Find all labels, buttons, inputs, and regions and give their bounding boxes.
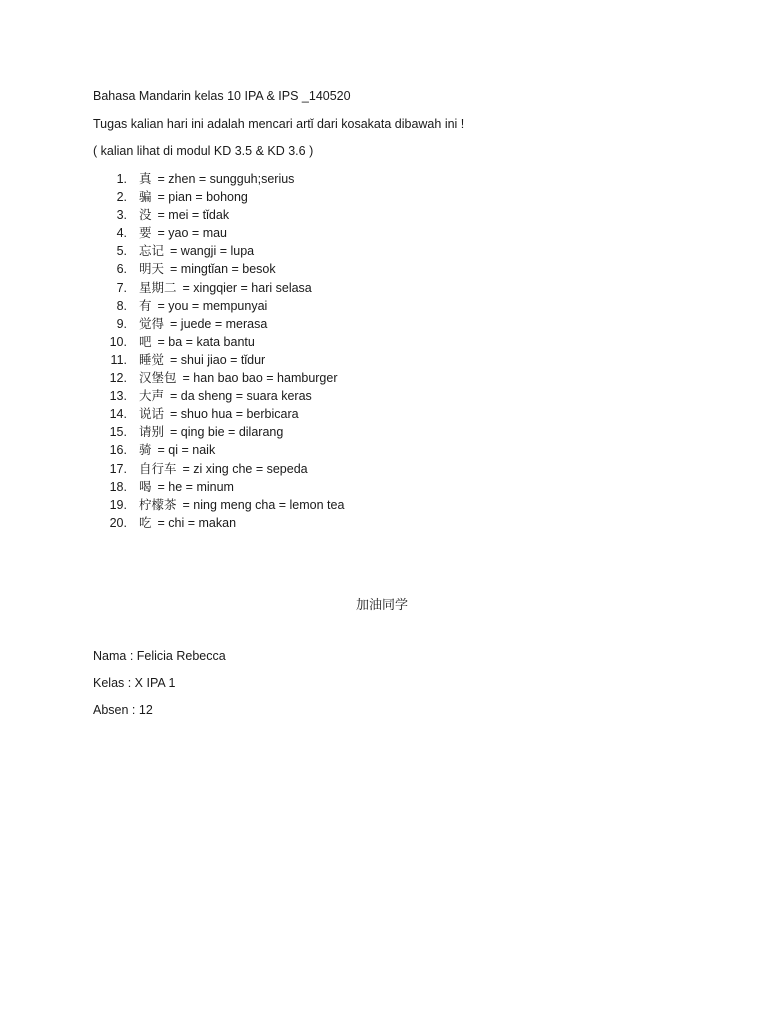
vocab-number: 17. [109,461,127,476]
vocab-item [93,496,344,514]
student-class: Kelas : X IPA 1 [93,676,176,690]
vocab-meaning: = qi = naik [157,443,216,458]
vocab-item [93,188,344,206]
vocab-item [93,260,344,278]
vocab-meaning: = xingqier = hari selasa [182,280,312,295]
vocab-meaning: = han bao bao = hamburger [182,371,338,386]
vocab-item [93,369,344,387]
vocab-number: 14. [109,407,127,422]
note-text: ( kalian lihat di modul KD 3.5 & KD 3.6 ) [93,144,314,158]
vocab-hanzi: 吃 [139,514,152,530]
vocab-meaning: = zi xing che = sepeda [182,461,308,476]
vocab-item [93,279,344,297]
vocab-number: 6. [116,262,127,277]
vocab-number: 3. [116,208,127,223]
vocab-hanzi: 骗 [139,189,152,205]
vocab-hanzi: 要 [139,225,152,241]
student-absen: Absen : 12 [93,703,153,717]
vocab-number: 4. [116,226,127,241]
vocab-number: 15. [109,425,127,440]
vocab-hanzi: 大声 [139,388,165,404]
vocab-hanzi: 喝 [139,478,152,494]
vocab-item [93,224,344,242]
vocab-meaning: = yao = mau [157,226,228,241]
vocab-meaning: = chi = makan [157,515,237,530]
vocab-number: 19. [109,497,127,512]
vocab-number: 8. [116,298,127,313]
vocab-hanzi: 自行车 [139,460,177,476]
vocab-hanzi: 真 [139,171,152,186]
vocab-item [93,514,344,532]
vocab-hanzi: 忘记 [139,243,165,259]
vocab-number: 20. [109,515,127,530]
vocab-number: 11. [110,352,127,367]
vocab-list [93,170,344,532]
vocab-number: 9. [116,316,127,331]
vocab-number: 12. [109,371,127,386]
vocab-hanzi: 有 [139,297,152,313]
vocab-number: 16. [109,443,127,458]
vocab-meaning: = ning meng cha = lemon tea [182,497,345,512]
vocab-meaning: = da sheng = suara keras [170,389,312,404]
vocab-meaning: = pian = bohong [157,190,248,205]
vocab-meaning: = you = mempunyai [157,298,268,313]
instruction-text: Tugas kalian hari ini adalah mencari artǐ dari kosakata dibawah ini ! [93,117,465,131]
vocab-hanzi: 骑 [139,442,152,458]
vocab-number: 2. [116,190,127,205]
vocab-meaning: = zhen = sungguh;serius [157,172,295,186]
document-title: Bahasa Mandarin kelas 10 IPA & IPS _140520 [93,89,351,103]
vocab-meaning: = juede = merasa [170,316,268,331]
vocab-meaning: = qing bie = dilarang [170,425,284,440]
vocab-item [93,297,344,315]
vocab-meaning: = ba = kata bantu [157,334,255,349]
vocab-hanzi: 说话 [139,406,165,422]
vocab-hanzi: 明天 [139,261,165,277]
vocab-meaning: = shui jiao = tǐdur [170,352,266,367]
cheer-text: 加油同学 [356,598,409,613]
vocab-hanzi: 汉堡包 [139,370,177,386]
vocab-hanzi: 星期二 [139,279,177,295]
vocab-meaning: = he = minum [157,479,234,494]
vocab-item [93,315,344,333]
vocab-number: 18. [109,479,127,494]
vocab-hanzi: 睡觉 [139,351,165,367]
vocab-item [93,351,344,369]
vocab-item [93,242,344,260]
vocab-number: 10. [109,334,127,349]
vocab-meaning: = mei = tǐdak [157,208,230,223]
vocab-item [93,387,344,405]
vocab-item [93,333,344,351]
vocab-item [93,478,344,496]
vocab-hanzi: 柠檬茶 [139,496,177,512]
vocab-meaning: = shuo hua = berbicara [170,407,299,422]
vocab-item [93,441,344,459]
vocab-item [93,405,344,423]
vocab-hanzi: 觉得 [139,315,165,331]
vocab-item [93,460,344,478]
vocab-meaning: = mingtǐan = besok [170,262,276,277]
vocab-item [93,206,344,224]
vocab-number: 13. [109,389,127,404]
vocab-item [93,423,344,441]
vocab-number: 1. [116,172,127,186]
vocab-hanzi: 没 [139,207,152,223]
vocab-number: 7. [116,280,127,295]
vocab-hanzi: 吧 [139,333,152,349]
vocab-meaning: = wangji = lupa [170,244,255,259]
student-name: Nama : Felicia Rebecca [93,649,226,663]
vocab-hanzi: 请别 [139,424,165,440]
vocab-item [93,170,344,188]
vocab-number: 5. [116,244,127,259]
